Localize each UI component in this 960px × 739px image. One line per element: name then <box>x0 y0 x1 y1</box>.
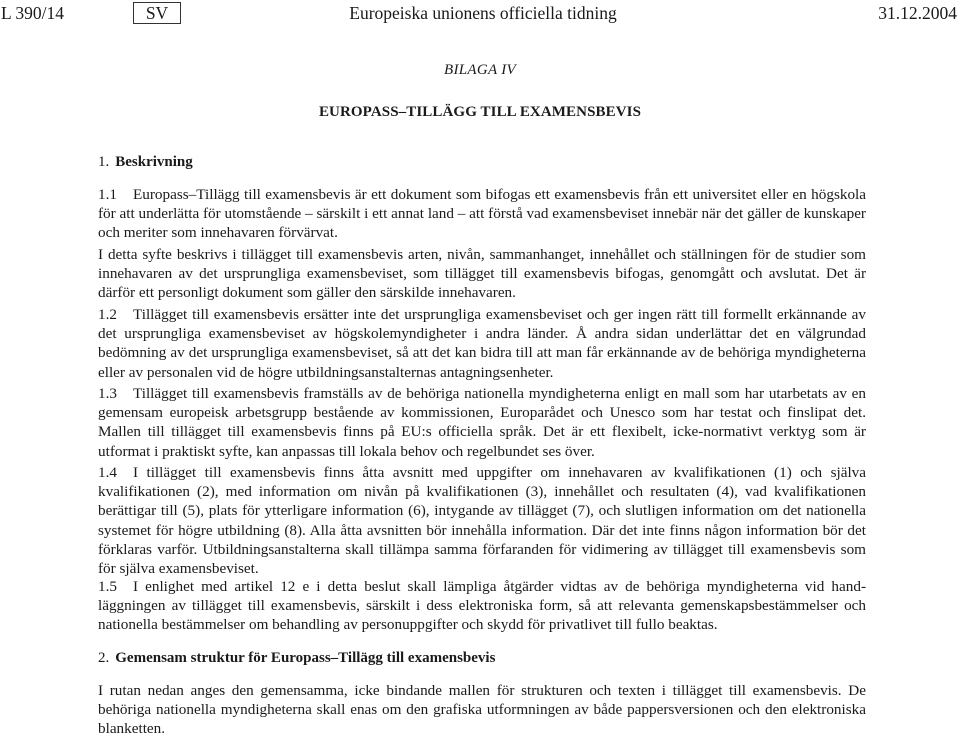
section-1-title: Beskrivning <box>115 154 193 170</box>
paragraph-1-1 <box>98 185 866 243</box>
paragraph-1-5 <box>98 577 866 635</box>
paragraph-1-1-continued <box>98 245 866 303</box>
section-2-heading <box>98 650 495 667</box>
section-2-title: Gemensam struktur för Europass–Tillägg till examensbevis <box>115 650 496 666</box>
paragraph-number: 1.1 <box>98 186 117 203</box>
paragraph-1-4 <box>98 463 866 578</box>
publication-title: Europeiska unionens officiella tidning <box>349 3 617 23</box>
publication-title-wrap <box>0 3 960 24</box>
paragraph-text: I rutan nedan anges den gemensamma, icke bindande mallen för strukturen och texten i tillägget till examensbevis. De behöriga nationella myndigheterna skall enas om den grafiska utformningen av både pappersversionen och den elektroniska blanketten. <box>98 682 866 738</box>
document-title: EUROPASS–TILLÄGG TILL EXAMENSBEVIS <box>318 104 642 120</box>
section-1-number: 1. <box>98 154 110 170</box>
page-header <box>0 0 960 30</box>
language-badge: SV <box>133 2 181 24</box>
paragraph-text: I enlighet med artikel 12 e i detta beslut skall lämpliga åtgärder vidtas av de behöriga myndigheterna vid handläggningen av tillägget till examensbevis, särskilt i dess elektroniska form, så att relevanta gemenskapsbestämmelser och nationella bestämmelser om behandling av personuppgifter och skydd för privatlivet till fullo beaktas. <box>98 578 866 634</box>
paragraph-text: Europass–Tillägg till examensbevis är ett dokument som bifogas ett examensbevis från ett universitet eller en högskola för att underlätta för utomstående – särskilt i ett annat land – att förstå vad examensbeviset innebär när det gäller de kunskaper och meriter som innehavaren förvärvat. <box>98 186 866 242</box>
paragraph-number: 1.5 <box>98 578 117 595</box>
paragraph-text: Tillägget till examensbevis ersätter inte det ursprungliga examensbeviset och ger ingen rätt till formellt erkännande av det ursprungliga examensbeviset av högskolemyndigheter i andra länder. Å andra sidan underlättar det en välgrundad bedömning av det ursprungliga examensbeviset, så att det kan bidra till att man får erkännande av de behöriga myndigheterna eller av personalen vid de högre utbildningsanstalternas antagningsenheter. <box>98 306 866 381</box>
section-2-number: 2. <box>98 650 110 666</box>
paragraph-text: I tillägget till examensbevis finns åtta avsnitt med uppgifter om innehavaren av kvalifikationen (1) och själva kvalifikationen (2), med information om nivån på kvalifikationen (3), innehållet och resultaten (4), vad kvalifikationen berättigar till (5), plats för ytterligare information (6), intygande av tillägget (7), och slutligen information om det nationella systemet för högre utbildning (8). Alla åtta avsnitten bör innehålla information. Där det inte finns någon information bör det förklaras varför. Utbildningsanstalterna skall tillämpa samma förfaranden för vidimering av tillägget till examensbevis som för själva examensbeviset. <box>98 464 866 578</box>
paragraph-number: 1.2 <box>98 306 117 323</box>
paragraph-1-3 <box>98 384 866 461</box>
paragraph-1-2 <box>98 305 866 382</box>
paragraph-text: I detta syfte beskrivs i tillägget till examensbevis arten, nivån, sammanhanget, innehållet och ställningen för de studier som innehavaren av det ursprungliga examensbeviset, som tillägget till examensbevis bifogas, genomgått och avslutat. Det är därför ett personligt dokument som gäller den särskilde innehavaren. <box>98 246 866 302</box>
section-1-heading <box>98 154 193 171</box>
publication-date: 31.12.2004 <box>878 3 957 23</box>
paragraph-text: Tillägget till examensbevis framställs av de behöriga nationella myndigheterna enligt en mall som har utarbetats av en gemensam europeisk arbetsgrupp bestående av kommissionen, Europarådet och Unesco som har testat och finslipat det. Mallen till tillägget till examensbevis finns på EU:s officiella språk. Det är ett flexibelt, icke-normativt verktyg som är utformat i praktiskt syfte, kan anpassas till lokala behov och regelbundet ses över. <box>98 385 866 460</box>
paragraph-number: 1.3 <box>98 385 117 402</box>
paragraph-number: 1.4 <box>98 464 117 481</box>
annex-label: BILAGA IV <box>444 62 516 78</box>
page-reference: L 390/14 <box>1 3 65 23</box>
